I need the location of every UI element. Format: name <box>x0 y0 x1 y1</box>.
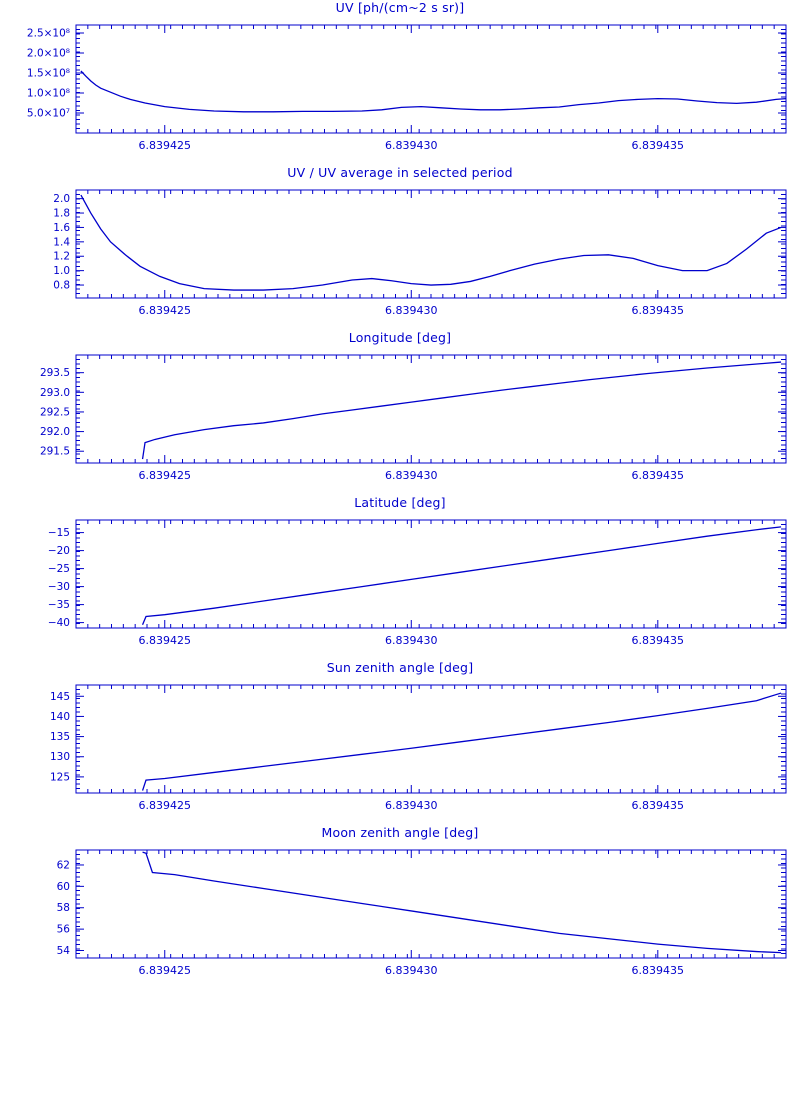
panel-longitude <box>0 330 800 495</box>
panel-latitude <box>0 495 800 660</box>
plot-svg-sun-zenith <box>0 675 800 825</box>
y-tick-label: 145 <box>49 690 70 703</box>
y-tick-label: −30 <box>47 581 70 594</box>
data-curve <box>81 195 781 290</box>
y-tick-label: 0.8 <box>53 279 70 292</box>
x-tick-label: 6.839425 <box>138 634 191 647</box>
y-tick-label: 140 <box>49 710 70 723</box>
panel-title-uv: UV [ph/(cm~2 s sr)] <box>335 0 465 15</box>
panel-title-moon-zenith: Moon zenith angle [deg] <box>321 825 479 840</box>
plot-svg-uv <box>0 15 800 165</box>
plot-frame <box>76 355 786 463</box>
x-tick-label: 6.839425 <box>138 304 191 317</box>
x-tick-label: 6.839425 <box>138 139 191 152</box>
plot-moon-zenith <box>0 840 800 990</box>
plot-svg-uv-ratio <box>0 180 800 330</box>
y-tick-label: 125 <box>49 771 70 784</box>
panel-moon-zenith <box>0 825 800 990</box>
plot-frame <box>76 25 786 133</box>
y-tick-label: 293.5 <box>39 367 70 380</box>
x-tick-label: 6.839425 <box>138 469 191 482</box>
panel-title-longitude: Longitude [deg] <box>348 330 452 345</box>
x-tick-label: 6.839435 <box>631 799 685 812</box>
panel-title-latitude: Latitude [deg] <box>354 495 446 510</box>
data-curve <box>143 693 782 791</box>
y-tick-label: 1.5×10⁸ <box>26 67 70 80</box>
panel-uv <box>0 0 800 165</box>
y-tick-label: 54 <box>56 945 70 958</box>
data-curve <box>143 852 782 953</box>
y-tick-label: −15 <box>47 527 70 540</box>
plot-longitude <box>0 345 800 495</box>
y-tick-label: 58 <box>56 902 70 915</box>
panel-uv-ratio <box>0 165 800 330</box>
y-tick-label: 2.0×10⁸ <box>26 47 70 60</box>
y-tick-label: 1.8 <box>53 207 70 220</box>
plot-frame <box>76 850 786 958</box>
plot-svg-moon-zenith <box>0 840 800 990</box>
x-tick-label: 6.839430 <box>385 799 438 812</box>
y-tick-label: −20 <box>47 545 70 558</box>
plot-latitude <box>0 510 800 660</box>
y-tick-label: 291.5 <box>39 445 70 458</box>
plot-frame <box>76 190 786 298</box>
x-tick-label: 6.839435 <box>631 964 685 977</box>
x-tick-label: 6.839430 <box>385 139 438 152</box>
y-tick-label: 292.0 <box>39 426 70 439</box>
plot-sun-zenith <box>0 675 800 825</box>
x-tick-label: 6.839425 <box>138 799 191 812</box>
x-tick-label: 6.839430 <box>385 634 438 647</box>
panel-title-uv-ratio: UV / UV average in selected period <box>287 165 513 180</box>
y-tick-label: 2.0 <box>53 193 70 206</box>
panel-sun-zenith <box>0 660 800 825</box>
x-tick-label: 6.839435 <box>631 634 685 647</box>
data-curve <box>81 71 786 112</box>
x-tick-label: 6.839435 <box>631 469 685 482</box>
data-curve <box>143 527 782 625</box>
data-curve <box>143 362 782 459</box>
x-tick-label: 6.839430 <box>385 469 438 482</box>
y-tick-label: 1.2 <box>53 250 70 263</box>
y-tick-label: 1.0 <box>53 265 70 278</box>
y-tick-label: 130 <box>49 751 70 764</box>
plot-svg-longitude <box>0 345 800 495</box>
y-tick-label: 1.4 <box>53 236 70 249</box>
y-tick-label: 56 <box>56 923 70 936</box>
panel-title-sun-zenith: Sun zenith angle [deg] <box>326 660 474 675</box>
plot-svg-latitude <box>0 510 800 660</box>
plot-uv <box>0 15 800 165</box>
y-tick-label: 1.6 <box>53 221 70 234</box>
y-tick-label: −25 <box>47 563 70 576</box>
y-tick-label: −35 <box>47 599 70 612</box>
y-tick-label: 135 <box>49 731 70 744</box>
plot-uv-ratio <box>0 180 800 330</box>
y-tick-label: 62 <box>56 859 70 872</box>
y-tick-label: 292.5 <box>39 406 70 419</box>
x-tick-label: 6.839430 <box>385 304 438 317</box>
y-tick-label: 293.0 <box>39 386 70 399</box>
x-tick-label: 6.839425 <box>138 964 191 977</box>
x-tick-label: 6.839435 <box>631 139 685 152</box>
y-tick-label: 60 <box>56 880 70 893</box>
y-tick-label: 2.5×10⁸ <box>26 27 70 40</box>
y-tick-label: −40 <box>47 617 70 630</box>
y-tick-label: 1.0×10⁸ <box>26 87 70 100</box>
x-tick-label: 6.839435 <box>631 304 685 317</box>
x-tick-label: 6.839430 <box>385 964 438 977</box>
y-tick-label: 5.0×10⁷ <box>26 107 70 120</box>
